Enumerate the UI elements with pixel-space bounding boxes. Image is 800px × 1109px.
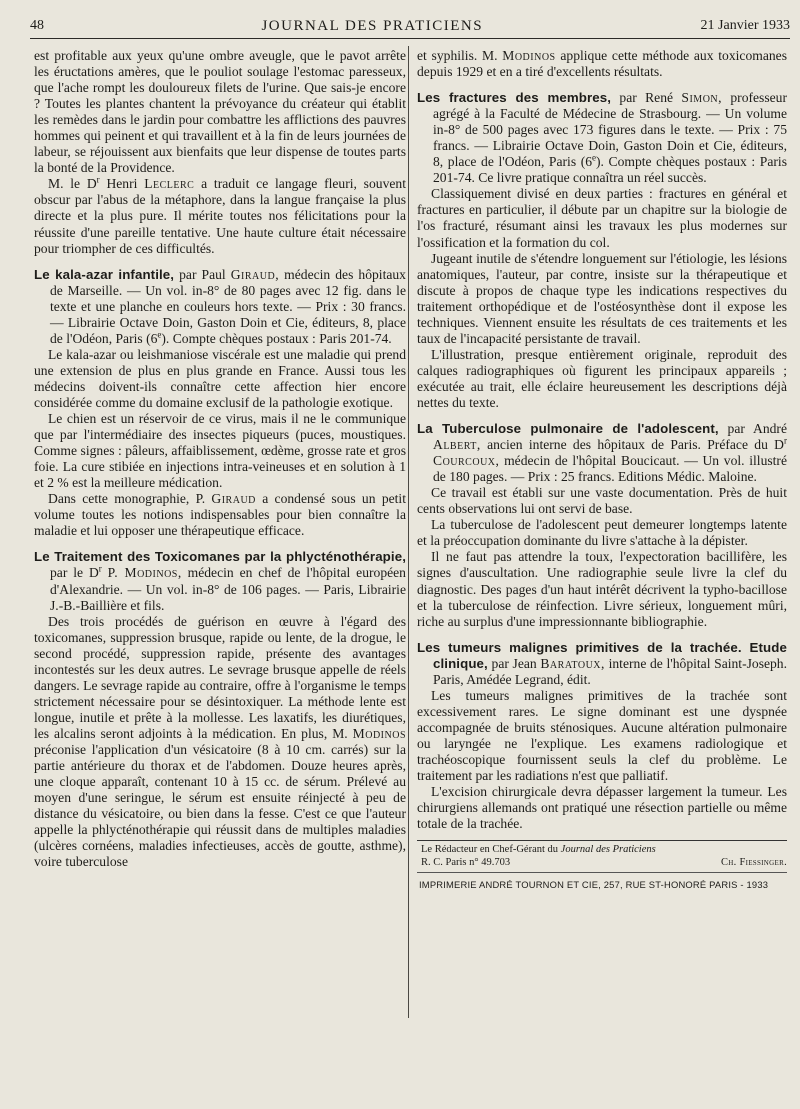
review-kala-azar: [34, 267, 406, 540]
review-author: Giraud,: [230, 266, 280, 282]
review-title: Les tumeurs malignes primitives de la trachée. Etude clinique,: [417, 639, 787, 671]
issue-date: 21 Janvier 1933: [700, 18, 790, 33]
review-paragraph: Ce travail est établi sur une vaste documentation. Près de huit cents observations lui ont servi de base.: [417, 485, 787, 517]
review-toxicomanes: [34, 549, 406, 870]
review-paragraph: L'excision chirurgicale devra dépasser largement la tumeur. Les chirurgiens allemands ont pratiqué une résection partielle ou même totale de la trachée.: [417, 784, 787, 832]
editor-signature: Ch. Fiessinger.: [720, 857, 787, 869]
continued-paragraph: et syphilis. M. Modinos applique cette méthode aux toxicomanes depuis 1929 et en a tiré d'excellents résultats.: [417, 48, 787, 80]
review-title: Les fractures des membres,: [417, 90, 612, 106]
left-column: [34, 48, 406, 870]
review-paragraph: Le chien est un réservoir de ce virus, mais il ne le communique que par l'intermédiaire des insectes piqueurs (puces, moustiques. Comme signes : pâleurs, affaiblissement, œdème, grosse rate et gros foie. La cure stibiée en injections intra-veineuses et en solution à 1 et 2 % est la meilleure médication.: [34, 411, 406, 491]
review-tuberculose: [417, 421, 787, 630]
review-title: La Tuberculose pulmonaire de l'adolescent,: [417, 421, 719, 437]
running-header: [30, 14, 790, 39]
printer-imprint: IMPRIMERIE ANDRÉ TOURNON ET CIE, 257, RUE ST-HONORÉ PARIS - 1933: [419, 879, 769, 891]
review-author: P. Modinos,: [107, 565, 182, 581]
review-paragraph: Classiquement divisé en deux parties : fractures en général et fractures en particulier, il débute par un chapitre sur la biologie de l'os fracturé, résumant ainsi les travaux les plus modernes sur l'ossification et la formation du col.: [417, 186, 787, 250]
review-title: Le Traitement des Toxicomanes par la phlycténothérapie,: [34, 549, 406, 565]
editor-footer: [417, 843, 787, 869]
review-paragraph: Le kala-azar ou leishmaniose viscérale est une maladie qui prend une extension de plus en plus grande en France. Aussi tous les médecins doivent-ils connaître cette affection hier encore considérée comme du domaine exclusif de la pathologie exotique.: [34, 346, 406, 410]
review-paragraph: Jugeant inutile de s'étendre longuement sur l'étiologie, les lésions anatomiques, l'auteur, par contre, insiste sur la thérapeutique et discute à propos de chaque type les indications respectives du traitement orthopédique et de l'ostéosynthèse dont il expose les techniques. Viennent ensuite les résultats de ces traitements et les taux de l'incapacité persistante de travail.: [417, 250, 787, 346]
column-divider: [408, 46, 409, 1018]
review-paragraph: Dans cette monographie, P. Giraud a condensé sous un petit volume toutes les notions indispensables pour bien connaître la maladie et lui opposer une thérapeutique efficace.: [34, 491, 406, 539]
review-heading: Le kala-azar infantile, par Paul Giraud, médecin des hôpitaux de Marseille. — Un vol. in-8° de 80 pages avec 12 fig. dans le texte et une planche en couleurs hors texte. — Prix : 30 francs. — Librairie Octave Doin, Gaston Doin et Cie, éditeurs, 8, place de l'Odéon, Paris (6e). Compte chèques postaux : Paris 201-74.: [34, 266, 406, 346]
footer-rule-2: [417, 872, 787, 873]
review-author: Baratoux,: [540, 655, 605, 671]
footer-line-2: [421, 856, 787, 869]
intro-paragraph-2: M. le $D^r$ Henri Leclerc a traduit ce langage fleuri, souvent obscur par l'abus de la métaphore, dans la langue française la plus directe et la plus pure. Il mérite toutes nos félicitations pour la réussite d'une pareille tentative. Une haute culture était nécessaire pour triompher de ces difficultés.: [34, 174, 406, 256]
review-paragraph: Les tumeurs malignes primitives de la trachée sont excessivement rares. Le signe dominant est une dyspnée accompagnée de bruits sténosiques. Aucune altération pulmonaire ou laryngée ne l'explique. Les examens radiologique et trachéoscopique fournissent seuls la clef du problème. Le traitement par les radiations n'est que palliatif.: [417, 687, 787, 784]
registry-number: R. C. Paris n° 49.703: [421, 857, 511, 869]
review-author: Albert,: [433, 437, 481, 453]
footer-rule: [417, 840, 787, 841]
intro-paragraph-1: est profitable aux yeux qu'une ombre aveugle, que le pavot arrête les éructations amères, que le pouliot soulage l'estomac paresseux, que l'ache rompt les douloureux filets de l'urine. Que sais-je encore ? Toutes les plantes chantent la prévoyance du créateur qui établit les remèdes dans le jardin pour combattre les afflictions des pauvres hommes qui peinent et qui travaillent et à la fin de leurs journées de labeur, se réjouissent aux bienfaits que leur dispense de toutes parts la bonté de la Providence.: [34, 48, 406, 176]
journal-title: JOURNAL DES PRATICIENS: [261, 17, 484, 34]
review-heading: La Tuberculose pulmonaire de l'adolescent, par André Albert, ancien interne des hôpitaux de Paris. Préface du $D^r$ Courcoux, médecin de l'hôpital Boucicaut. — Un vol. illustré de 180 pages. — Prix : 25 francs. Editions Médic. Maloine.: [417, 421, 787, 485]
review-tumeurs: [417, 640, 787, 833]
review-paragraph: L'illustration, presque entièrement originale, reproduit des calques radiographiques où figurent les principaux appareils ; exécutée au trait, elle éclaire heureusement les descriptions déjà nettes du texte.: [417, 346, 787, 410]
review-paragraph: Des trois procédés de guérison en œuvre à l'égard des toxicomanes, suppression brusque, rapide ou lente, de la drogue, le second procédé, suppression rapide, présente des avantages incontestés sur les deux autres. Le sevrage brusque appelle de réels dangers. Le sevrage rapide au contraire, offre à l'organisme le temps strictement nécessaire pour se désintoxiquer. La méthode lente est longue, inutile et prête à la mollesse. Les laxatifs, les diurétiques, les alcalins seront adjoints à la médication. En plus, M. Modinos préconise l'application d'un vésicatoire (8 à 10 cm. carrés) sur la partie antérieure du thorax et de l'abdomen. Douze heures après, une cloque apparaît, contenant 10 à 15 cc. de sérum. Prélevé au moyen d'une seringue, le sérum est ensuite réinjecté à peu de distance du vésicatoire, ou bien dans la fesse. C'est ce que l'auteur appelle la phlycténothérapie qui réussit dans de multiples maladies (ulcères cornéens, maladies infectieuses, accès de goutte, asthme), voire tuberculose: [34, 613, 407, 870]
review-heading: Les tumeurs malignes primitives de la trachée. Etude clinique, par Jean Baratoux, interne de l'hôpital Saint-Joseph. Paris, Amédée Legrand, édit.: [417, 639, 788, 687]
review-fractures: [417, 90, 787, 411]
review-heading: Le Traitement des Toxicomanes par la phlycténothérapie, par le $D^r$ P. Modinos, médecin en chef de l'hôpital européen d'Alexandrie. — Un vol. in-8° de 106 pages. — Paris, Librairie J.-B.-Baillière et fils.: [34, 549, 406, 613]
review-paragraph: Il ne faut pas attendre la toux, l'expectoration bacillifère, les signes d'auscultation. Une radiographie seule livre la clef du diagnostic. Des pages d'un haut intérêt décrivent la typho-bacillose et la tuberculose de réinfection. Livre sérieux, longuement mûri, riche au surplus d'une impressionnante bibliographie.: [417, 549, 787, 629]
page-number: 48: [30, 18, 44, 33]
review-author: Simon,: [681, 90, 723, 106]
footer-line-1: Le Rédacteur en Chef-Gérant du Journal des Praticiens: [421, 844, 656, 856]
review-heading: Les fractures des membres, par René Simon, professeur agrégé à la Faculté de Médecine de Strasbourg. — Un volume in-8° de 500 pages avec 173 figures dans le texte. — Prix : 75 francs. — Librairie Octave Doin, Gaston Doin et Cie, éditeurs, 8, place de l'Odéon, Paris (6e). Compte chèques postaux : Paris 201-74. Ce livre pratique connaîtra un réel succès.: [417, 90, 787, 186]
review-paragraph: La tuberculose de l'adolescent peut demeurer longtemps latente et la préoccupation dominante du livre s'attache à la dépister.: [417, 517, 787, 549]
review-title: Le kala-azar infantile,: [34, 266, 175, 282]
right-column: [417, 48, 787, 893]
